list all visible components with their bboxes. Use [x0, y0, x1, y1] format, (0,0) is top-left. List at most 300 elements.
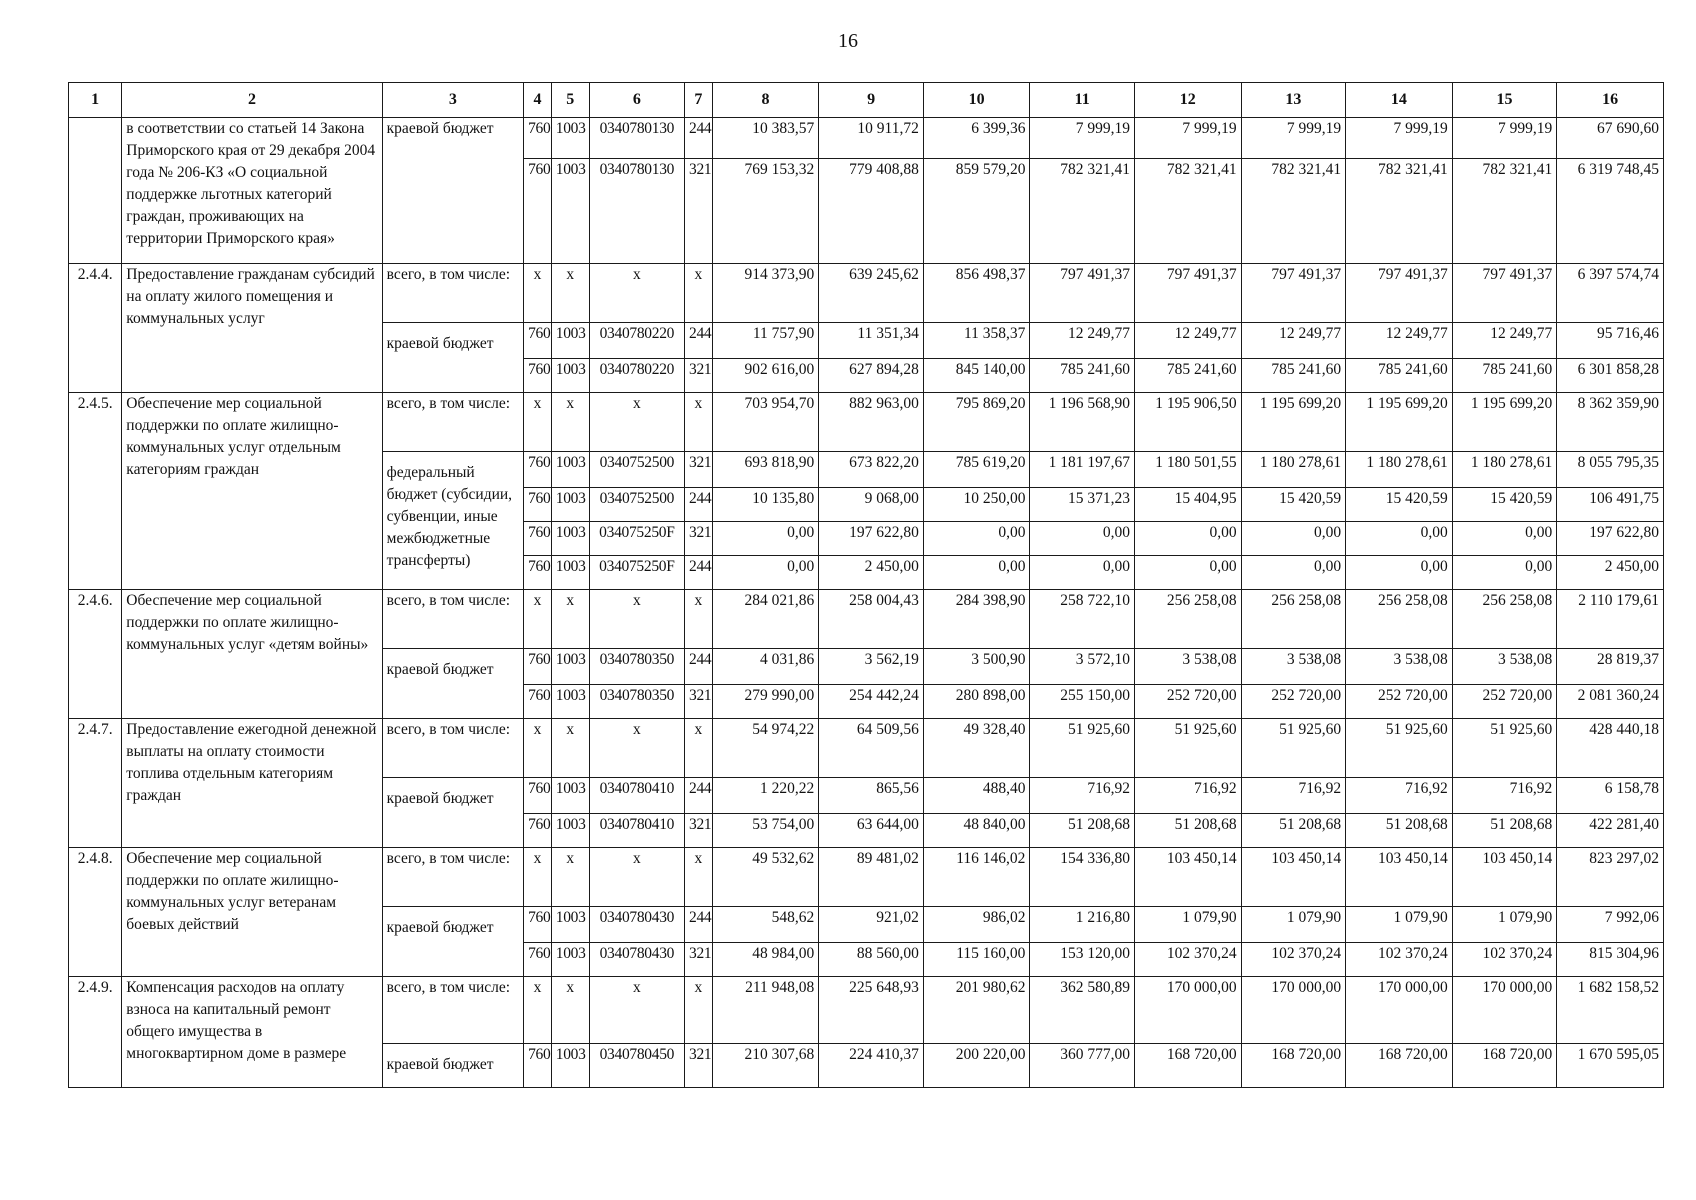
x-mark: х — [589, 977, 684, 1044]
cell-col16: 422 281,40 — [1557, 814, 1664, 848]
cell-col14: 1 079,90 — [1346, 907, 1453, 943]
cell-col8: 53 754,00 — [712, 814, 819, 848]
cell-col9: 921,02 — [819, 907, 924, 943]
x-mark: х — [524, 264, 552, 323]
cell-col6: 0340780430 — [589, 943, 684, 977]
column-header-14: 14 — [1346, 83, 1453, 118]
cell-col12: 51 208,68 — [1134, 814, 1241, 848]
column-header-12: 12 — [1134, 83, 1241, 118]
cell-col12: 12 249,77 — [1134, 323, 1241, 359]
cell-col5: 1003 — [551, 778, 589, 814]
cell-col15: 103 450,14 — [1452, 848, 1557, 907]
cell-col13: 1 079,90 — [1241, 907, 1346, 943]
cell-col14: 51 208,68 — [1346, 814, 1453, 848]
cell-col16: 67 690,60 — [1557, 118, 1664, 159]
cell-col11: 1 216,80 — [1030, 907, 1135, 943]
row-source: краевой бюджет — [382, 1044, 523, 1088]
cell-col12: 0,00 — [1134, 556, 1241, 590]
cell-col6: 0340780350 — [589, 649, 684, 685]
cell-col15: 797 491,37 — [1452, 264, 1557, 323]
x-mark: х — [551, 264, 589, 323]
cell-col13: 785 241,60 — [1241, 359, 1346, 393]
x-mark: х — [589, 719, 684, 778]
x-mark: х — [524, 590, 552, 649]
cell-col16: 6 301 858,28 — [1557, 359, 1664, 393]
cell-col13: 7 999,19 — [1241, 118, 1346, 159]
column-header-7: 7 — [685, 83, 713, 118]
cell-col7: 244 — [685, 488, 713, 522]
cell-col10: 845 140,00 — [923, 359, 1030, 393]
row-number: 2.4.6. — [69, 590, 122, 719]
cell-col15: 168 720,00 — [1452, 1044, 1557, 1088]
cell-col13: 170 000,00 — [1241, 977, 1346, 1044]
cell-col16: 106 491,75 — [1557, 488, 1664, 522]
cell-col11: 7 999,19 — [1030, 118, 1135, 159]
column-header-3: 3 — [382, 83, 523, 118]
budget-table — [68, 82, 1664, 1088]
row-name: Обеспечение мер социальной поддержки по оплате жилищно-коммунальных услуг отдельным категориям граждан — [122, 393, 382, 590]
cell-col8: 49 532,62 — [712, 848, 819, 907]
cell-col8: 10 135,80 — [712, 488, 819, 522]
cell-col6: 0340780450 — [589, 1044, 684, 1088]
cell-col11: 782 321,41 — [1030, 159, 1135, 264]
cell-col10: 0,00 — [923, 522, 1030, 556]
cell-col10: 48 840,00 — [923, 814, 1030, 848]
cell-col15: 51 925,60 — [1452, 719, 1557, 778]
cell-col14: 170 000,00 — [1346, 977, 1453, 1044]
cell-col6: 0340752500 — [589, 452, 684, 488]
cell-col14: 716,92 — [1346, 778, 1453, 814]
cell-col11: 362 580,89 — [1030, 977, 1135, 1044]
row-source: краевой бюджет — [382, 907, 523, 977]
x-mark: х — [524, 977, 552, 1044]
cell-col14: 0,00 — [1346, 556, 1453, 590]
cell-col11: 785 241,60 — [1030, 359, 1135, 393]
cell-col16: 95 716,46 — [1557, 323, 1664, 359]
cell-col11: 255 150,00 — [1030, 685, 1135, 719]
cell-col12: 256 258,08 — [1134, 590, 1241, 649]
cell-col10: 859 579,20 — [923, 159, 1030, 264]
cell-col7: 321 — [685, 522, 713, 556]
cell-col13: 1 180 278,61 — [1241, 452, 1346, 488]
cell-col5: 1003 — [551, 814, 589, 848]
x-mark: х — [551, 719, 589, 778]
x-mark: х — [685, 393, 713, 452]
cell-col16: 815 304,96 — [1557, 943, 1664, 977]
cell-col9: 224 410,37 — [819, 1044, 924, 1088]
cell-col5: 1003 — [551, 907, 589, 943]
cell-col15: 102 370,24 — [1452, 943, 1557, 977]
cell-col11: 1 196 568,90 — [1030, 393, 1135, 452]
cell-col7: 244 — [685, 649, 713, 685]
cell-col5: 1003 — [551, 118, 589, 159]
cell-col10: 49 328,40 — [923, 719, 1030, 778]
cell-col11: 51 925,60 — [1030, 719, 1135, 778]
cell-col16: 6 319 748,45 — [1557, 159, 1664, 264]
table-row-total — [69, 977, 1664, 1044]
cell-col6: 0340780220 — [589, 323, 684, 359]
cell-col8: 693 818,90 — [712, 452, 819, 488]
cell-col10: 986,02 — [923, 907, 1030, 943]
cell-col9: 865,56 — [819, 778, 924, 814]
cell-col11: 15 371,23 — [1030, 488, 1135, 522]
cell-col15: 3 538,08 — [1452, 649, 1557, 685]
cell-col12: 170 000,00 — [1134, 977, 1241, 1044]
cell-col15: 12 249,77 — [1452, 323, 1557, 359]
column-header-11: 11 — [1030, 83, 1135, 118]
cell-col9: 63 644,00 — [819, 814, 924, 848]
row-total-label: всего, в том числе: — [382, 393, 523, 452]
column-header-16: 16 — [1557, 83, 1664, 118]
cell-col13: 168 720,00 — [1241, 1044, 1346, 1088]
cell-col11: 258 722,10 — [1030, 590, 1135, 649]
cell-col4: 760 — [524, 685, 552, 719]
cell-col8: 769 153,32 — [712, 159, 819, 264]
cell-col12: 103 450,14 — [1134, 848, 1241, 907]
cell-col14: 7 999,19 — [1346, 118, 1453, 159]
cell-col13: 51 925,60 — [1241, 719, 1346, 778]
cell-col9: 639 245,62 — [819, 264, 924, 323]
cell-col15: 782 321,41 — [1452, 159, 1557, 264]
cell-col10: 200 220,00 — [923, 1044, 1030, 1088]
cell-col13: 15 420,59 — [1241, 488, 1346, 522]
cell-col4: 760 — [524, 488, 552, 522]
cell-col4: 760 — [524, 556, 552, 590]
cell-col16: 197 622,80 — [1557, 522, 1664, 556]
cell-col16: 6 158,78 — [1557, 778, 1664, 814]
cell-col8: 10 383,57 — [712, 118, 819, 159]
cell-col5: 1003 — [551, 685, 589, 719]
cell-col6: 034075250F — [589, 522, 684, 556]
cell-col12: 252 720,00 — [1134, 685, 1241, 719]
cell-col4: 760 — [524, 118, 552, 159]
cell-col14: 256 258,08 — [1346, 590, 1453, 649]
cell-col11: 153 120,00 — [1030, 943, 1135, 977]
cell-col13: 0,00 — [1241, 556, 1346, 590]
cell-col6: 0340780350 — [589, 685, 684, 719]
table-row-total — [69, 393, 1664, 452]
cell-col13: 3 538,08 — [1241, 649, 1346, 685]
cell-col16: 1 682 158,52 — [1557, 977, 1664, 1044]
x-mark: х — [685, 590, 713, 649]
cell-col6: 0340752500 — [589, 488, 684, 522]
cell-col7: 244 — [685, 907, 713, 943]
row-number: 2.4.7. — [69, 719, 122, 848]
cell-col4: 760 — [524, 649, 552, 685]
cell-col16: 428 440,18 — [1557, 719, 1664, 778]
cell-col11: 0,00 — [1030, 522, 1135, 556]
cell-col11: 12 249,77 — [1030, 323, 1135, 359]
cell-col16: 1 670 595,05 — [1557, 1044, 1664, 1088]
cell-col8: 914 373,90 — [712, 264, 819, 323]
cell-col14: 1 195 699,20 — [1346, 393, 1453, 452]
cell-col14: 12 249,77 — [1346, 323, 1453, 359]
cell-col6: 0340780130 — [589, 159, 684, 264]
cell-col6: 0340780410 — [589, 814, 684, 848]
cell-col4: 760 — [524, 1044, 552, 1088]
cell-col14: 785 241,60 — [1346, 359, 1453, 393]
cell-col14: 51 925,60 — [1346, 719, 1453, 778]
column-header-6: 6 — [589, 83, 684, 118]
cell-col15: 0,00 — [1452, 556, 1557, 590]
row-name: Обеспечение мер социальной поддержки по оплате жилищно-коммунальных услуг ветеранам боевых действий — [122, 848, 382, 977]
table-row-total — [69, 264, 1664, 323]
cell-col15: 7 999,19 — [1452, 118, 1557, 159]
cell-col9: 225 648,93 — [819, 977, 924, 1044]
cell-col8: 902 616,00 — [712, 359, 819, 393]
cell-col15: 0,00 — [1452, 522, 1557, 556]
cell-col8: 0,00 — [712, 522, 819, 556]
header-row — [69, 83, 1664, 118]
x-mark: х — [685, 848, 713, 907]
column-header-9: 9 — [819, 83, 924, 118]
cell-col16: 2 110 179,61 — [1557, 590, 1664, 649]
row-source: краевой бюджет — [382, 649, 523, 719]
cell-col9: 258 004,43 — [819, 590, 924, 649]
cell-col11: 154 336,80 — [1030, 848, 1135, 907]
cell-col16: 7 992,06 — [1557, 907, 1664, 943]
cell-col13: 256 258,08 — [1241, 590, 1346, 649]
cell-col13: 12 249,77 — [1241, 323, 1346, 359]
column-header-15: 15 — [1452, 83, 1557, 118]
x-mark: х — [524, 719, 552, 778]
cell-col10: 795 869,20 — [923, 393, 1030, 452]
table-header — [69, 83, 1664, 118]
cell-col9: 197 622,80 — [819, 522, 924, 556]
cell-col6: 034075250F — [589, 556, 684, 590]
cell-col8: 548,62 — [712, 907, 819, 943]
cell-col6: 0340780220 — [589, 359, 684, 393]
cell-col13: 252 720,00 — [1241, 685, 1346, 719]
row-name: Компенсация расходов на оплату взноса на капитальный ремонт общего имущества в многоквартирном доме в размере — [122, 977, 382, 1088]
cell-col13: 103 450,14 — [1241, 848, 1346, 907]
column-header-13: 13 — [1241, 83, 1346, 118]
cell-col12: 1 079,90 — [1134, 907, 1241, 943]
cell-col4: 760 — [524, 359, 552, 393]
x-mark: х — [589, 393, 684, 452]
cell-col8: 4 031,86 — [712, 649, 819, 685]
cell-col8: 210 307,68 — [712, 1044, 819, 1088]
x-mark: х — [551, 977, 589, 1044]
cell-col14: 0,00 — [1346, 522, 1453, 556]
cell-col4: 760 — [524, 452, 552, 488]
cell-col9: 64 509,56 — [819, 719, 924, 778]
cell-col5: 1003 — [551, 522, 589, 556]
cell-col5: 1003 — [551, 323, 589, 359]
cell-col15: 252 720,00 — [1452, 685, 1557, 719]
cell-col10: 116 146,02 — [923, 848, 1030, 907]
cell-col11: 716,92 — [1030, 778, 1135, 814]
cell-col5: 1003 — [551, 943, 589, 977]
cell-col8: 1 220,22 — [712, 778, 819, 814]
x-mark: х — [589, 590, 684, 649]
cell-col6: 0340780430 — [589, 907, 684, 943]
cell-col4: 760 — [524, 159, 552, 264]
cell-col16: 2 081 360,24 — [1557, 685, 1664, 719]
row-total-label: всего, в том числе: — [382, 977, 523, 1044]
cell-col13: 1 195 699,20 — [1241, 393, 1346, 452]
row-number: 2.4.9. — [69, 977, 122, 1088]
table-row-total — [69, 590, 1664, 649]
cell-col10: 0,00 — [923, 556, 1030, 590]
cell-col12: 782 321,41 — [1134, 159, 1241, 264]
row-number: 2.4.8. — [69, 848, 122, 977]
x-mark: х — [685, 264, 713, 323]
cell-col8: 279 990,00 — [712, 685, 819, 719]
cell-col9: 89 481,02 — [819, 848, 924, 907]
cell-col12: 1 180 501,55 — [1134, 452, 1241, 488]
row-source: краевой бюджет — [382, 778, 523, 848]
cell-col7: 321 — [685, 814, 713, 848]
cell-col10: 201 980,62 — [923, 977, 1030, 1044]
cell-col11: 3 572,10 — [1030, 649, 1135, 685]
cell-col9: 10 911,72 — [819, 118, 924, 159]
x-mark: х — [551, 393, 589, 452]
x-mark: х — [524, 393, 552, 452]
column-header-4: 4 — [524, 83, 552, 118]
cell-col5: 1003 — [551, 488, 589, 522]
cell-col16: 823 297,02 — [1557, 848, 1664, 907]
row-number: 2.4.4. — [69, 264, 122, 393]
cell-col14: 252 720,00 — [1346, 685, 1453, 719]
cell-col12: 15 404,95 — [1134, 488, 1241, 522]
cell-col16: 2 450,00 — [1557, 556, 1664, 590]
column-header-10: 10 — [923, 83, 1030, 118]
column-header-8: 8 — [712, 83, 819, 118]
x-mark: х — [589, 264, 684, 323]
cell-col7: 321 — [685, 359, 713, 393]
cell-col10: 856 498,37 — [923, 264, 1030, 323]
cell-col15: 51 208,68 — [1452, 814, 1557, 848]
cell-col12: 51 925,60 — [1134, 719, 1241, 778]
cell-col11: 797 491,37 — [1030, 264, 1135, 323]
cell-col8: 0,00 — [712, 556, 819, 590]
row-name: Обеспечение мер социальной поддержки по оплате жилищно-коммунальных услуг «детям войны» — [122, 590, 382, 719]
cell-col16: 6 397 574,74 — [1557, 264, 1664, 323]
cell-col15: 1 079,90 — [1452, 907, 1557, 943]
cell-col4: 760 — [524, 814, 552, 848]
cell-col14: 797 491,37 — [1346, 264, 1453, 323]
cell-col10: 488,40 — [923, 778, 1030, 814]
cell-col12: 7 999,19 — [1134, 118, 1241, 159]
row-total-label: всего, в том числе: — [382, 719, 523, 778]
row-number — [69, 118, 122, 264]
cell-col16: 8 362 359,90 — [1557, 393, 1664, 452]
cell-col9: 882 963,00 — [819, 393, 924, 452]
cell-col12: 785 241,60 — [1134, 359, 1241, 393]
cell-col10: 11 358,37 — [923, 323, 1030, 359]
cell-col10: 284 398,90 — [923, 590, 1030, 649]
cell-col8: 284 021,86 — [712, 590, 819, 649]
cell-col9: 673 822,20 — [819, 452, 924, 488]
cell-col12: 716,92 — [1134, 778, 1241, 814]
cell-col8: 703 954,70 — [712, 393, 819, 452]
cell-col7: 244 — [685, 323, 713, 359]
cell-col12: 3 538,08 — [1134, 649, 1241, 685]
row-source: краевой бюджет — [382, 118, 523, 264]
cell-col16: 8 055 795,35 — [1557, 452, 1664, 488]
table-row-total — [69, 719, 1664, 778]
cell-col13: 51 208,68 — [1241, 814, 1346, 848]
x-mark: х — [589, 848, 684, 907]
cell-col12: 168 720,00 — [1134, 1044, 1241, 1088]
cell-col12: 797 491,37 — [1134, 264, 1241, 323]
cell-col6: 0340780410 — [589, 778, 684, 814]
cell-col15: 170 000,00 — [1452, 977, 1557, 1044]
cell-col14: 3 538,08 — [1346, 649, 1453, 685]
x-mark: х — [551, 590, 589, 649]
cell-col9: 9 068,00 — [819, 488, 924, 522]
cell-col7: 321 — [685, 452, 713, 488]
row-source: краевой бюджет — [382, 323, 523, 393]
row-number: 2.4.5. — [69, 393, 122, 590]
cell-col14: 782 321,41 — [1346, 159, 1453, 264]
row-total-label: всего, в том числе: — [382, 264, 523, 323]
cell-col12: 102 370,24 — [1134, 943, 1241, 977]
table-row — [69, 118, 1664, 159]
cell-col15: 1 180 278,61 — [1452, 452, 1557, 488]
row-name: Предоставление гражданам субсидий на оплату жилого помещения и коммунальных услуг — [122, 264, 382, 393]
cell-col4: 760 — [524, 323, 552, 359]
table-body — [69, 118, 1664, 1088]
cell-col9: 627 894,28 — [819, 359, 924, 393]
cell-col4: 760 — [524, 943, 552, 977]
cell-col9: 11 351,34 — [819, 323, 924, 359]
cell-col15: 1 195 699,20 — [1452, 393, 1557, 452]
column-header-2: 2 — [122, 83, 382, 118]
cell-col5: 1003 — [551, 649, 589, 685]
cell-col8: 54 974,22 — [712, 719, 819, 778]
cell-col14: 1 180 278,61 — [1346, 452, 1453, 488]
cell-col8: 48 984,00 — [712, 943, 819, 977]
cell-col8: 11 757,90 — [712, 323, 819, 359]
cell-col4: 760 — [524, 778, 552, 814]
cell-col9: 779 408,88 — [819, 159, 924, 264]
cell-col5: 1003 — [551, 159, 589, 264]
column-header-1: 1 — [69, 83, 122, 118]
cell-col15: 716,92 — [1452, 778, 1557, 814]
cell-col5: 1003 — [551, 1044, 589, 1088]
cell-col9: 2 450,00 — [819, 556, 924, 590]
x-mark: х — [685, 719, 713, 778]
cell-col10: 6 399,36 — [923, 118, 1030, 159]
cell-col7: 321 — [685, 1044, 713, 1088]
row-name: в соответствии со статьей 14 Закона Приморского края от 29 декабря 2004 года № 206-КЗ «О социальной поддержке льготных категорий граждан, проживающих на территории Приморского края» — [122, 118, 382, 264]
cell-col10: 10 250,00 — [923, 488, 1030, 522]
cell-col11: 0,00 — [1030, 556, 1135, 590]
row-total-label: всего, в том числе: — [382, 590, 523, 649]
cell-col14: 103 450,14 — [1346, 848, 1453, 907]
cell-col15: 256 258,08 — [1452, 590, 1557, 649]
cell-col5: 1003 — [551, 556, 589, 590]
cell-col13: 102 370,24 — [1241, 943, 1346, 977]
cell-col13: 797 491,37 — [1241, 264, 1346, 323]
cell-col13: 0,00 — [1241, 522, 1346, 556]
cell-col10: 785 619,20 — [923, 452, 1030, 488]
cell-col6: 0340780130 — [589, 118, 684, 159]
row-total-label: всего, в том числе: — [382, 848, 523, 907]
row-name: Предоставление ежегодной денежной выплаты на оплату стоимости топлива отдельным категориям граждан — [122, 719, 382, 848]
cell-col10: 115 160,00 — [923, 943, 1030, 977]
cell-col14: 15 420,59 — [1346, 488, 1453, 522]
cell-col9: 254 442,24 — [819, 685, 924, 719]
cell-col5: 1003 — [551, 359, 589, 393]
cell-col10: 280 898,00 — [923, 685, 1030, 719]
cell-col12: 1 195 906,50 — [1134, 393, 1241, 452]
cell-col15: 15 420,59 — [1452, 488, 1557, 522]
cell-col5: 1003 — [551, 452, 589, 488]
cell-col14: 102 370,24 — [1346, 943, 1453, 977]
